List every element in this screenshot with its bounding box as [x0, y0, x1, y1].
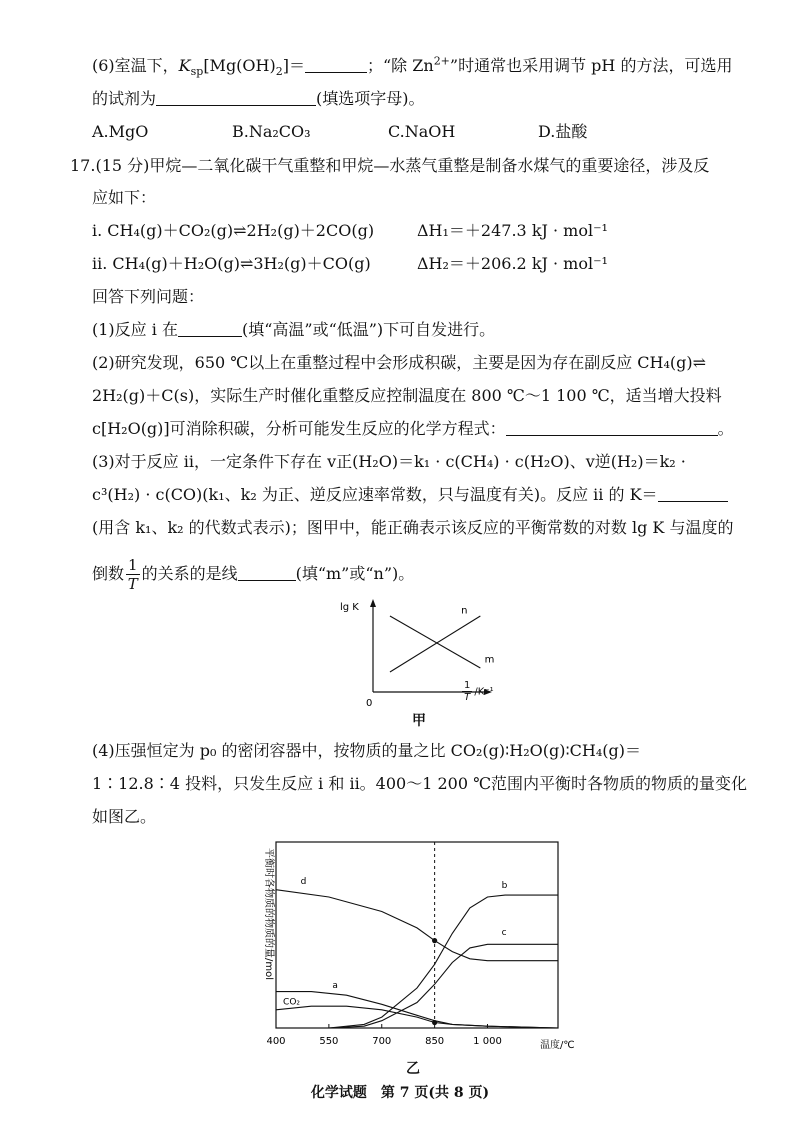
jia-line-label-n: n — [461, 605, 468, 617]
jia-origin: 0 — [366, 698, 373, 708]
yi-curve-a — [276, 992, 558, 1028]
option-d: D.盐酸 — [538, 122, 588, 141]
yi-curve-label-a: a — [332, 980, 338, 991]
yi-curve-d — [276, 890, 558, 961]
part1-answer-blank[interactable] — [178, 318, 242, 337]
yi-plot-frame — [276, 842, 558, 1028]
line-choice-blank[interactable] — [238, 562, 296, 581]
option-b: B.Na₂CO₃ — [232, 122, 311, 141]
part4-line2: 1∶12.8∶4 投料，只发生反应 i 和 ii。400～1 200 ℃范围内平衡时各物质的物质的量变化 — [92, 774, 748, 793]
part3-line2: c³(H₂) · c(CO)(k₁、k₂ 为正、逆反应速率常数，只与温度有关)。反应 ii 的 K＝ — [92, 483, 760, 507]
yi-tick-label: 1 000 — [473, 1036, 502, 1047]
option-c: C.NaOH — [388, 122, 456, 141]
part2-line3: c[H₂O(g)]可消除积碳，分析可能发生反应的化学方程式： 。 — [92, 419, 734, 438]
part3-line1: (3)对于反应 ii，一定条件下存在 v正(H₂O)＝k₁ · c(CH₄) · c(H₂O)、v逆(H₂)＝k₂ · — [92, 452, 686, 471]
yi-x-label: 温度/℃ — [540, 1040, 575, 1051]
yi-tick-label: 550 — [319, 1036, 339, 1047]
yi-curve-label-c: c — [501, 928, 507, 939]
part1: (1)反应 i 在 (填“高温”或“低温”)下可自发进行。 — [92, 320, 496, 339]
part3-line3: (用含 k₁、k₂ 的代数式表示)；图甲中，能正确表示该反应的平衡常数的对数 lg K 与温度的 — [92, 518, 734, 537]
yi-series — [276, 877, 558, 1028]
yi-curve-b — [276, 895, 558, 1028]
reagent-answer-blank[interactable] — [156, 87, 316, 106]
reaction-i-enthalpy: ΔH₁＝＋247.3 kJ · mol⁻¹ — [417, 221, 608, 240]
q16-6-line2: 的试剂为 (填选项字母)。 — [92, 89, 425, 108]
part4-line1: (4)压强恒定为 p₀ 的密闭容器中，按物质的量之比 CO₂(g)∶H₂O(g)∶CH₄(g)＝ — [92, 741, 641, 760]
q16-6-line1: (6)室温下，$K_{sp}[Mg(OH)_2]=$ ；“除 $Zn^{2+}$”时通常也采用调节 pH 的方法，可选用 — [92, 54, 733, 79]
yi-tick-label: 700 — [372, 1036, 392, 1047]
answer-prompt: 回答下列问题： — [92, 287, 205, 306]
part2-line1: (2)研究发现，650 ℃以上在重整过程中会形成积碳，主要是因为存在副反应 CH₄(g)⇌ — [92, 353, 707, 372]
figure-yi — [252, 836, 592, 1060]
inverse-temperature-fraction: $\frac{1}{T}$ — [127, 556, 138, 593]
jia-y-arrow — [370, 599, 376, 607]
k-expression-blank[interactable] — [658, 483, 728, 502]
jia-y-label: lg K — [340, 602, 359, 613]
reaction-i: i. CH₄(g)＋CO₂(g)⇌2H₂(g)＋2CO(g) ΔH₁＝＋247.3 kJ · mol⁻¹ — [92, 219, 760, 243]
jia-line-label-m: m — [484, 654, 495, 666]
jia-x-label: $\frac{1}{T}$ /K⁻¹ — [464, 680, 494, 703]
yi-curve-label-b: b — [501, 880, 508, 891]
part2-line2: 2H₂(g)＋C(s)，实际生产时催化重整反应控制温度在 800 ℃～1 100 ℃，适当增大投料 — [92, 386, 722, 405]
part4-line3: 如图乙。 — [92, 807, 157, 826]
jia-series — [390, 606, 494, 672]
ksp-answer-blank[interactable] — [305, 54, 367, 73]
option-a: A.MgO — [92, 122, 149, 141]
yi-marked-point — [432, 1020, 437, 1025]
yi-curve-label-d: d — [300, 877, 307, 888]
yi-marked-point — [432, 938, 437, 943]
yi-tick-label: 400 — [266, 1036, 286, 1047]
figure-yi-caption: 乙 — [406, 1061, 420, 1077]
part3-line4: 倒数 $\frac{1}{T}$ 的关系的是线 (填“m”或“n”)。 — [92, 556, 415, 593]
yi-y-label: 平衡时各物质的物质的量/mol — [263, 848, 274, 981]
yi-curve-label-CO₂: CO₂ — [283, 997, 301, 1008]
q17-intro-line1: 17.(15 分)甲烷—二氧化碳干气重整和甲烷—水蒸气重整是制备水煤气的重要途径，涉及反 — [70, 156, 710, 175]
question-number: 17. — [70, 156, 96, 175]
yi-tick-label: 850 — [425, 1036, 445, 1047]
reaction-ii: ii. CH₄(g)＋H₂O(g)⇌3H₂(g)＋CO(g) ΔH₂＝＋206.2 kJ · mol⁻¹ — [92, 252, 760, 276]
q17-intro-line2: 应如下： — [92, 188, 157, 207]
reaction-ii-enthalpy: ΔH₂＝＋206.2 kJ · mol⁻¹ — [417, 254, 608, 273]
part2-answer-blank[interactable] — [506, 417, 718, 436]
page-footer: 化学试题 第 7 页(共 8 页) — [310, 1085, 490, 1101]
figure-jia-caption: 甲 — [412, 713, 426, 729]
yi-curve-CO₂ — [276, 1006, 558, 1028]
